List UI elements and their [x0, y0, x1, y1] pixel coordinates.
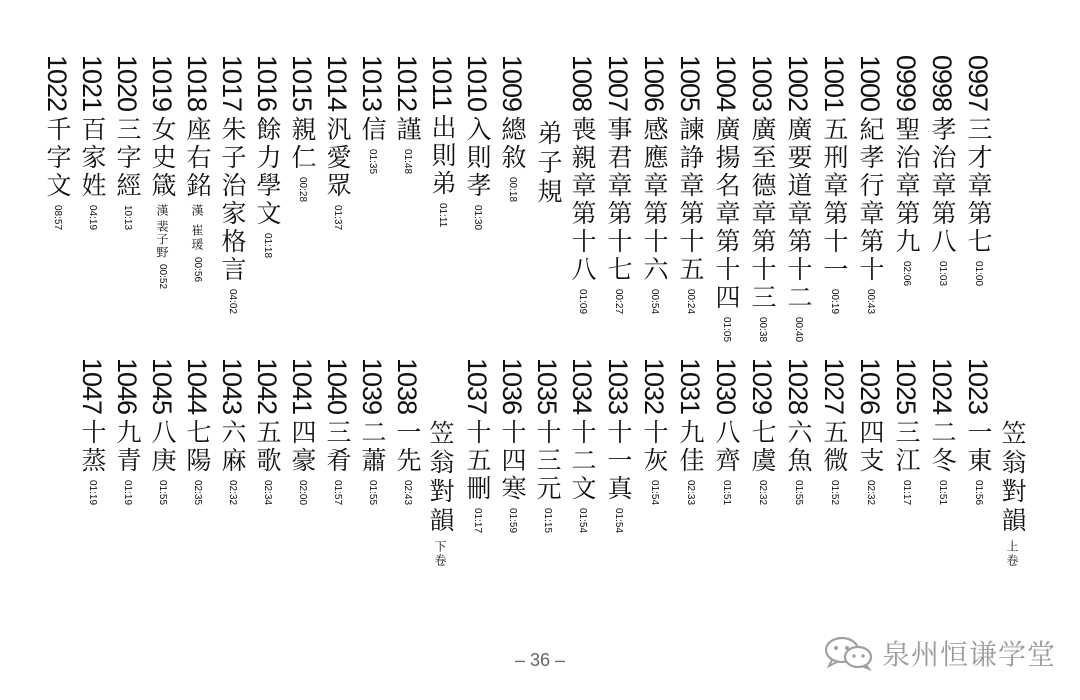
entry-0997[interactable]	[958, 55, 998, 286]
entry-duration: 01:17	[901, 480, 912, 506]
entry-1012[interactable]	[387, 55, 427, 174]
entry-number: 1017	[217, 55, 247, 112]
entry-title: 一東	[964, 419, 993, 476]
entry-title: 六麻	[218, 419, 247, 476]
entry-number: 1018	[182, 55, 212, 112]
entry-title: 十二文	[568, 419, 597, 504]
entry-1018[interactable]	[177, 55, 217, 282]
entry-title: 餘力學文	[253, 116, 282, 229]
entry-title: 千字文	[43, 116, 72, 201]
entry-duration: 00:38	[757, 317, 768, 343]
entry-1032[interactable]	[634, 358, 674, 505]
section-heading-shangjuan	[992, 420, 1032, 568]
entry-duration: 01:05	[721, 317, 732, 343]
entry-1041[interactable]	[282, 358, 322, 505]
entry-number: 1030	[711, 358, 741, 415]
entry-duration: 01:35	[367, 149, 378, 175]
entry-number: 1007	[603, 55, 633, 112]
entry-number: 1001	[819, 55, 849, 112]
section-subtitle: 下卷	[433, 540, 447, 568]
entry-number: 1008	[567, 55, 597, 112]
entry-title: 事君章第十七	[604, 116, 633, 285]
entry-title: 信	[358, 116, 387, 145]
entry-title: 紀孝行章第十	[856, 116, 885, 285]
entry-title: 十灰	[640, 419, 669, 476]
entry-duration: 08:57	[52, 205, 63, 231]
entry-1028[interactable]	[778, 358, 818, 505]
section-title: 笠翁對韻	[426, 420, 455, 536]
entry-title: 謹	[393, 116, 422, 145]
entry-1035[interactable]	[527, 358, 567, 533]
entry-title: 總敘	[498, 116, 527, 173]
entry-duration: 02:33	[685, 480, 696, 506]
entry-duration: 00:28	[297, 177, 308, 203]
entry-title: 座右銘	[183, 116, 212, 201]
entry-number: 1005	[675, 55, 705, 112]
entry-title: 三字經	[113, 116, 142, 201]
entry-duration: 00:18	[507, 177, 518, 203]
entry-title: 孝治章第八	[928, 116, 957, 257]
entry-title: 十蒸	[78, 419, 107, 476]
entry-1025[interactable]	[886, 358, 926, 505]
entry-number: 1016	[252, 55, 282, 112]
entry-number: 1029	[747, 358, 777, 415]
entry-duration: 00:52	[157, 264, 168, 290]
entry-1019[interactable]	[142, 55, 182, 289]
entry-duration: 01:54	[649, 480, 660, 506]
watermark-text: 泉州恒谦学堂	[882, 638, 1057, 671]
entry-title: 十五刪	[463, 419, 492, 504]
entry-duration: 01:52	[829, 480, 840, 506]
entry-1013[interactable]	[352, 55, 392, 174]
entry-1047[interactable]	[72, 358, 112, 505]
entry-1014[interactable]	[317, 55, 357, 230]
entry-1001[interactable]	[814, 55, 854, 314]
entry-duration: 00:56	[192, 256, 203, 282]
entry-1038[interactable]	[387, 358, 427, 505]
entry-1011[interactable]	[422, 55, 462, 227]
entry-author-name: 裴子野	[155, 220, 169, 260]
entry-1033[interactable]	[598, 358, 638, 533]
entry-1031[interactable]	[670, 358, 710, 505]
entry-duration: 01:54	[613, 508, 624, 534]
entry-number: 1033	[603, 358, 633, 415]
section-title: 笠翁對韻	[998, 420, 1027, 536]
entry-number: 1000	[855, 55, 885, 112]
entry-number: 1047	[77, 358, 107, 415]
entry-1046[interactable]	[107, 358, 147, 505]
entry-title: 女史箴	[148, 116, 177, 201]
entry-number: 1015	[287, 55, 317, 112]
entry-1003[interactable]	[742, 55, 782, 342]
entry-number: 1034	[567, 358, 597, 415]
entry-1006[interactable]	[634, 55, 674, 314]
page-number: – 36 –	[514, 650, 566, 670]
entry-duration: 01:30	[472, 205, 483, 231]
entry-title: 七陽	[183, 419, 212, 476]
entry-1030[interactable]	[706, 358, 746, 505]
entry-number: 0999	[891, 55, 921, 112]
entry-title: 廣至德章第十三	[748, 116, 777, 313]
entry-title: 六魚	[784, 419, 813, 476]
entry-duration: 04:02	[227, 289, 238, 315]
entry-1015[interactable]	[282, 55, 322, 202]
entry-number: 0997	[963, 55, 993, 112]
entry-number: 1044	[182, 358, 212, 415]
entry-title: 喪親章第十八	[568, 116, 597, 285]
entry-title: 諫諍章第十五	[676, 116, 705, 285]
watermark	[822, 633, 1056, 673]
entry-title: 出則弟	[428, 114, 457, 199]
entry-duration: 01:51	[937, 480, 948, 506]
entry-number: 1024	[927, 358, 957, 415]
entry-title: 入則孝	[463, 116, 492, 201]
entry-number: 1021	[77, 55, 107, 112]
entry-1037[interactable]	[457, 358, 497, 533]
entry-duration: 01:37	[332, 205, 343, 231]
section-subtitle: 上卷	[1005, 540, 1019, 568]
entry-number: 0998	[927, 55, 957, 112]
entry-1043[interactable]	[212, 358, 252, 505]
entry-1026[interactable]	[850, 358, 890, 505]
entry-title: 十四寒	[498, 419, 527, 504]
entry-1042[interactable]	[247, 358, 287, 505]
entry-0998[interactable]	[922, 55, 962, 286]
entry-1034[interactable]	[562, 358, 602, 533]
entry-number: 1025	[891, 358, 921, 415]
entry-number: 1019	[147, 55, 177, 112]
entry-duration: 01:03	[937, 261, 948, 287]
entry-duration: 10:13	[122, 205, 133, 231]
entry-number: 1002	[783, 55, 813, 112]
entry-1016[interactable]	[247, 55, 287, 258]
entry-number: 1036	[497, 358, 527, 415]
entry-title: 三才章第七	[964, 116, 993, 257]
entry-duration: 02:00	[297, 480, 308, 506]
entry-number: 1009	[497, 55, 527, 112]
entry-1017[interactable]	[212, 55, 252, 314]
entry-title: 朱子治家格言	[218, 116, 247, 285]
entry-0999[interactable]	[886, 55, 926, 286]
entry-number: 1045	[147, 358, 177, 415]
entry-title: 廣要道章第十二	[784, 116, 813, 313]
entry-number: 1038	[392, 358, 422, 415]
entry-1008[interactable]	[562, 55, 602, 314]
entry-duration: 02:35	[192, 480, 203, 506]
entry-number: 1004	[711, 55, 741, 112]
entry-duration: 02:43	[402, 480, 413, 506]
entry-title: 四豪	[288, 419, 317, 476]
entry-duration: 02:32	[757, 480, 768, 506]
entry-duration: 01:17	[472, 508, 483, 534]
entry-number: 1042	[252, 358, 282, 415]
entry-duration: 00:24	[685, 289, 696, 315]
entry-duration: 00:43	[865, 289, 876, 315]
entry-number: 1035	[532, 358, 562, 415]
entry-number: 1037	[462, 358, 492, 415]
entry-title: 五微	[820, 419, 849, 476]
entry-1023[interactable]	[958, 358, 998, 505]
entry-title: 三江	[892, 419, 921, 476]
entry-title: 聖治章第九	[892, 116, 921, 257]
entry-duration: 02:34	[262, 480, 273, 506]
entry-1004[interactable]	[706, 55, 746, 342]
entry-number: 1032	[639, 358, 669, 415]
entry-duration: 04:19	[87, 205, 98, 231]
entry-1010[interactable]	[457, 55, 497, 230]
entry-number: 1023	[963, 358, 993, 415]
section-heading-dizigui	[530, 120, 566, 207]
entry-title: 九佳	[676, 419, 705, 476]
entry-duration: 01:51	[721, 480, 732, 506]
entry-number: 1046	[112, 358, 142, 415]
entry-author: 漢 崔瑗	[190, 204, 204, 252]
entry-duration: 01:54	[577, 508, 588, 534]
entry-1009[interactable]	[492, 55, 532, 202]
entry-title: 四支	[856, 419, 885, 476]
entry-title: 廣揚名章第十四	[712, 116, 741, 313]
entry-1000[interactable]	[850, 55, 890, 314]
entry-duration: 00:27	[613, 289, 624, 315]
entry-duration: 02:06	[901, 261, 912, 287]
entry-title: 八齊	[712, 419, 741, 476]
entry-number: 1010	[462, 55, 492, 112]
entry-number: 1043	[217, 358, 247, 415]
entry-title: 感應章第十六	[640, 116, 669, 285]
entry-duration: 00:54	[649, 289, 660, 315]
wechat-logo-icon	[822, 635, 874, 671]
entry-title: 八庚	[148, 419, 177, 476]
entry-number: 1027	[819, 358, 849, 415]
entry-title: 汎愛眾	[323, 116, 352, 201]
entry-duration: 01:57	[332, 480, 343, 506]
entry-1022[interactable]	[37, 55, 77, 230]
entry-number: 1011	[427, 55, 457, 110]
entry-duration: 01:56	[973, 480, 984, 506]
entry-number: 1013	[357, 55, 387, 112]
entry-1036[interactable]	[492, 358, 532, 533]
entry-title: 二冬	[928, 419, 957, 476]
entry-title: 十一真	[604, 419, 633, 504]
entry-title: 親仁	[288, 116, 317, 173]
entry-1024[interactable]	[922, 358, 962, 505]
entry-duration: 01:18	[262, 233, 273, 259]
entry-number: 1041	[287, 358, 317, 415]
entry-duration: 01:55	[367, 480, 378, 506]
entry-1005[interactable]	[670, 55, 710, 314]
entry-title: 十三元	[533, 419, 562, 504]
entry-number: 1031	[675, 358, 705, 415]
entry-title: 七虞	[748, 419, 777, 476]
entry-duration: 01:09	[577, 289, 588, 315]
entry-1044[interactable]	[177, 358, 217, 505]
entry-number: 1012	[392, 55, 422, 112]
entry-1039[interactable]	[352, 358, 392, 505]
entry-1020[interactable]	[107, 55, 147, 230]
entry-duration: 01:48	[402, 149, 413, 175]
entry-duration: 02:32	[865, 480, 876, 506]
section-title: 弟子規	[534, 120, 563, 207]
entry-duration: 01:55	[157, 480, 168, 506]
entry-number: 1028	[783, 358, 813, 415]
entry-1021[interactable]	[72, 55, 112, 230]
entry-number: 1022	[42, 55, 72, 112]
entry-duration: 01:19	[87, 480, 98, 506]
entry-duration: 02:32	[227, 480, 238, 506]
entry-title: 一先	[393, 419, 422, 476]
entry-number: 1039	[357, 358, 387, 415]
entry-duration: 00:40	[793, 317, 804, 343]
entry-number: 1006	[639, 55, 669, 112]
entry-number: 1026	[855, 358, 885, 415]
entry-1040[interactable]	[317, 358, 357, 505]
entry-1002[interactable]	[778, 55, 818, 342]
entry-title: 二蕭	[358, 419, 387, 476]
entry-duration: 01:55	[793, 480, 804, 506]
entry-title: 五歌	[253, 419, 282, 476]
entry-number: 1003	[747, 55, 777, 112]
entry-number: 1040	[322, 358, 352, 415]
entry-number: 1014	[322, 55, 352, 112]
entry-duration: 01:59	[507, 508, 518, 534]
entry-title: 百家姓	[78, 116, 107, 201]
entry-duration: 01:19	[122, 480, 133, 506]
entry-duration: 01:11	[437, 203, 448, 228]
entry-duration: 01:15	[542, 508, 553, 534]
entry-author: 漢	[155, 204, 169, 219]
entry-number: 1020	[112, 55, 142, 112]
entry-duration: 00:19	[829, 289, 840, 315]
entry-title: 三肴	[323, 419, 352, 476]
entry-1007[interactable]	[598, 55, 638, 314]
entry-1027[interactable]	[814, 358, 854, 505]
entry-title: 五刑章第十一	[820, 116, 849, 285]
entry-title: 九青	[113, 419, 142, 476]
entry-1045[interactable]	[142, 358, 182, 505]
entry-duration: 01:00	[973, 261, 984, 287]
entry-1029[interactable]	[742, 358, 782, 505]
